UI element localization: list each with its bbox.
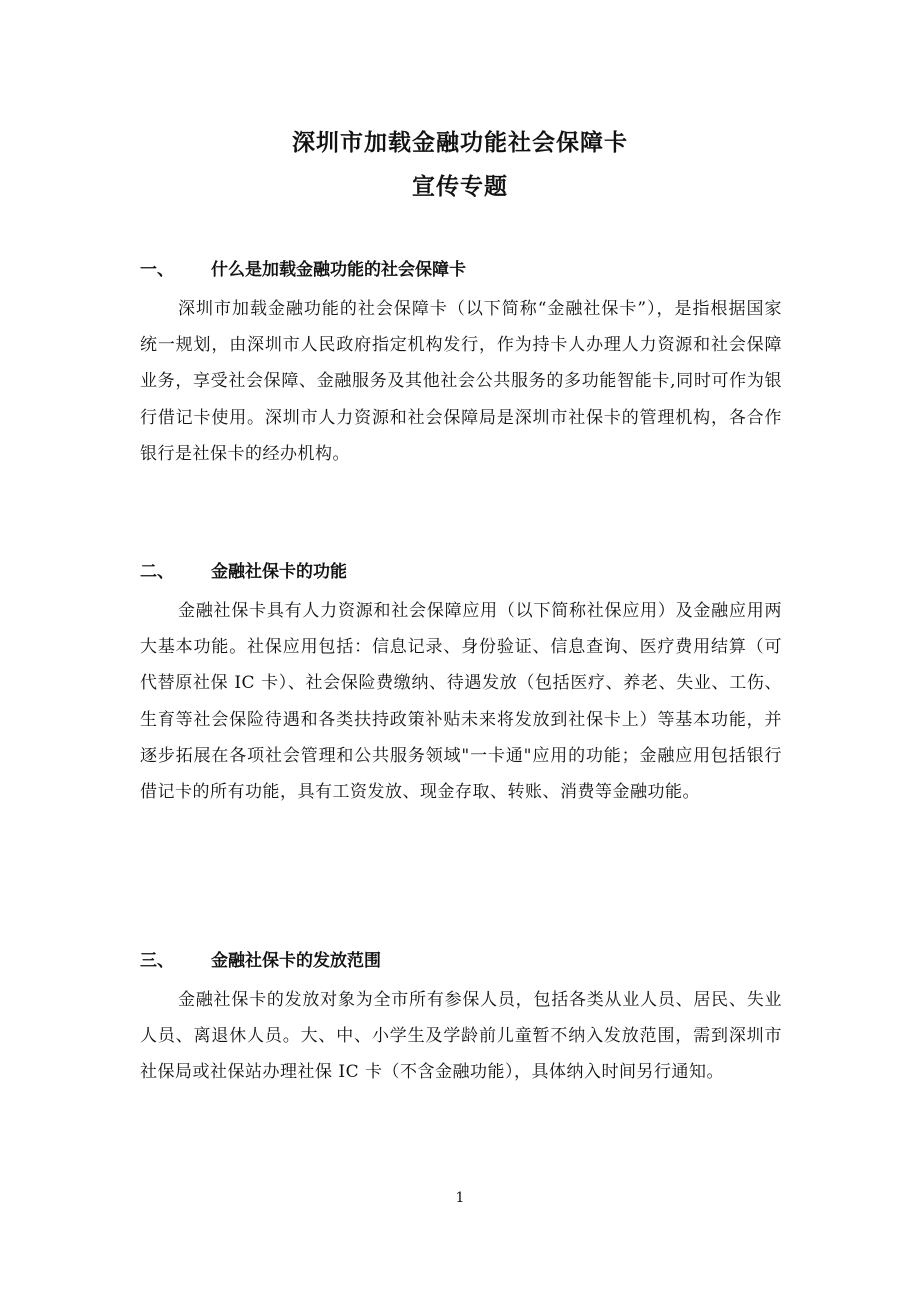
section-paragraph: 深圳市加载金融功能的社会保障卡（以下简称“金融社保卡”），是指根据国家统一规划，由深圳市人民政府指定机构发行，作为持卡人办理人力资源和社会保障业务，享受社会保障、金融服务及其他社会公共服务的多功能智能卡,同时可作为银行借记卡使用。深圳市人力资源和社会保障局是深圳市社保卡的管理机构，各合作银行是社保卡的经办机构。 <box>140 299 782 464</box>
section-heading <box>140 557 782 587</box>
section-heading-text: 金融社保卡的发放范围 <box>211 951 381 971</box>
section-heading <box>140 255 782 285</box>
section-number: 三、 <box>140 951 174 971</box>
section-heading <box>140 946 782 976</box>
document-title: 深圳市加载金融功能社会保障卡 <box>292 130 628 156</box>
section-number: 一、 <box>140 260 174 280</box>
section-card-functions <box>140 557 782 810</box>
section-issuance-scope <box>140 946 782 1091</box>
section-paragraph: 金融社保卡具有人力资源和社会保障应用（以下简称社保应用）及金融应用两大基本功能。社保应用包括：信息记录、身份验证、信息查询、医疗费用结算（可代替原社保 IC 卡）、社会保险费缴纳、待遇发放（包括医疗、养老、失业、工伤、生育等社会保险待遇和各类扶持政策补贴未来将发放到社保卡上）等基本功能，并逐步拓展在各项社会管理和公共服务领域"一卡通"应用的功能；金融应用包括银行借记卡的所有功能，具有工资发放、现金存取、转账、消费等金融功能。 <box>140 601 782 803</box>
section-paragraph: 金融社保卡的发放对象为全市所有参保人员，包括各类从业人员、居民、失业人员、离退休人员。大、中、小学生及学龄前儿童暂不纳入发放范围，需到深圳市社保局或社保站办理社保 IC 卡（不含金融功能），具体纳入时间另行通知。 <box>140 990 782 1083</box>
section-what-is-card <box>140 255 782 472</box>
document-subtitle: 宣传专题 <box>412 174 508 200</box>
section-heading-text: 什么是加载金融功能的社会保障卡 <box>211 260 466 280</box>
section-heading-text: 金融社保卡的功能 <box>211 562 347 582</box>
section-number: 二、 <box>140 562 174 582</box>
page-number: 1 <box>455 1190 465 1206</box>
